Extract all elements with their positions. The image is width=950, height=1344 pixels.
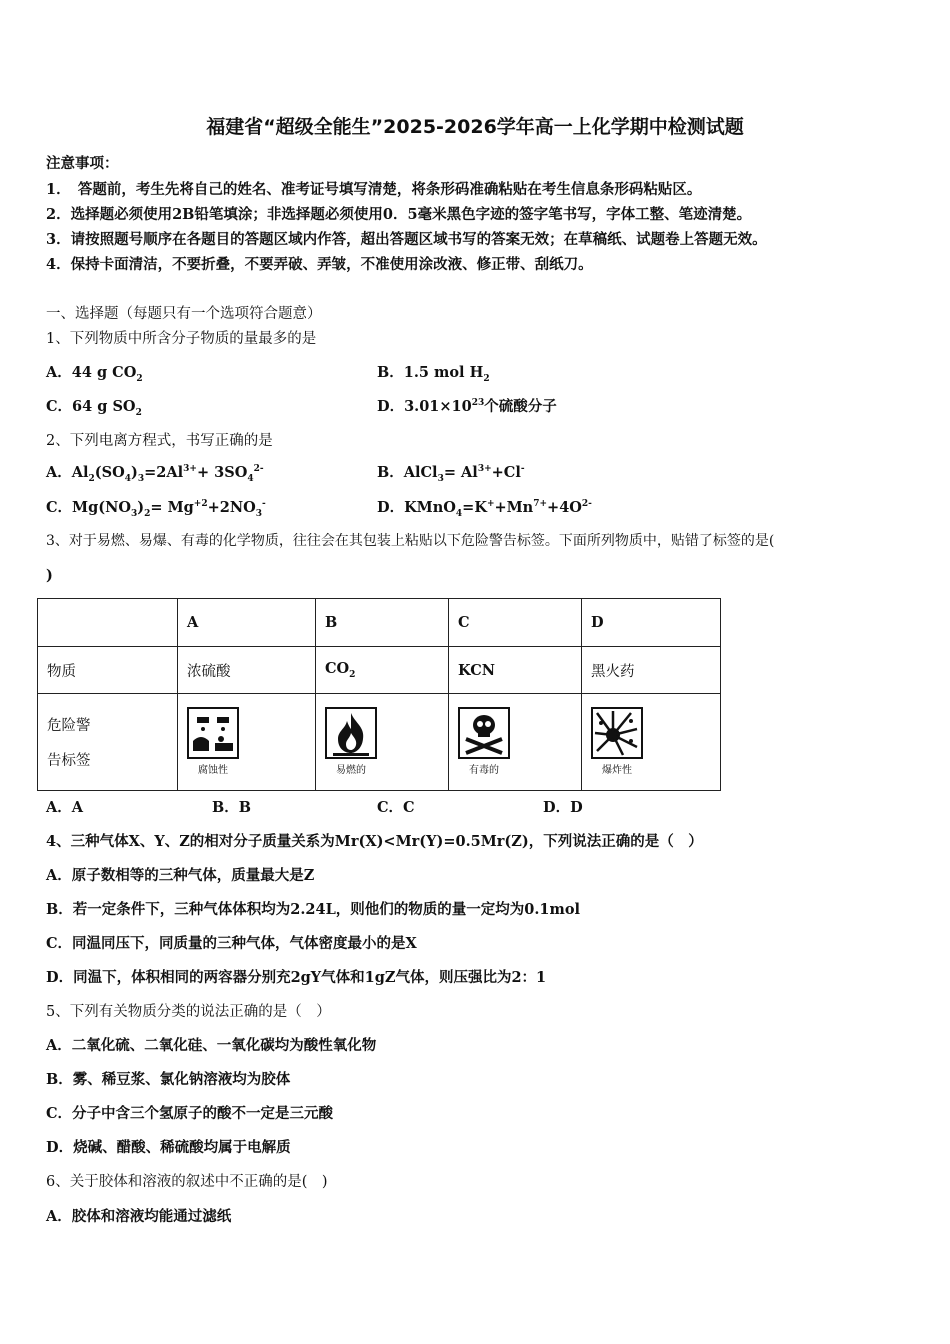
row-label-substance: 物质: [38, 647, 178, 694]
q1-option-c[interactable]: C．64 g $SO_2$: [46, 398, 142, 418]
q1-stem: 1、下列物质中所含分子物质的量最多的是: [46, 331, 317, 347]
notes-heading: 注意事项：: [46, 155, 119, 172]
row-label-line: 告标签: [47, 753, 91, 769]
page-title: 福建省“超级全能生”2025-2026学年高一上化学期中检测试题: [206, 116, 744, 138]
q5-stem: 5、下列有关物质分类的说法正确的是（ ）: [46, 1004, 331, 1020]
q3-option-b[interactable]: B．B: [212, 799, 252, 816]
q1-option-d[interactable]: D．$3.01\times 10^{23}$个硫酸分子: [377, 398, 557, 415]
substance-d: 黑火药: [582, 647, 721, 694]
row-label-line: 危险警: [47, 718, 91, 734]
note-item: 3．请按照题号顺序在各题目的答题区域内作答，超出答题区域书写的答案无效；在草稿纸、试题卷上答题无效。: [46, 231, 767, 248]
q4-stem: 4、三种气体X、Y、Z的相对分子质量关系为Mr(X)<Mr(Y)=0.5Mr(Z)，下列说法正确的是（ ）: [46, 833, 703, 850]
hazard-cell-c: [449, 694, 582, 791]
table-header-cell: A: [178, 599, 316, 647]
q2-option-a[interactable]: A．$Al_2(SO_4)_3=2Al^{3+}+ 3SO_4^{2-}$: [46, 464, 264, 484]
q2-option-b[interactable]: B．AlCl$_3$= $Al^{3+}+Cl^-$: [377, 464, 525, 484]
hazard-label-text: 爆炸性: [602, 765, 632, 776]
note-item: 1． 答题前，考生先将自己的姓名、准考证号填写清楚，将条形码准确粘贴在考生信息条形码粘贴区。: [46, 181, 702, 198]
q4-option-a[interactable]: A．原子数相等的三种气体，质量最大是Z: [46, 867, 315, 884]
hazard-cell-d: [582, 694, 721, 791]
note-item: 4．保持卡面清洁，不要折叠，不要弄破、弄皱，不准使用涂改液、修正带、刮纸刀。: [46, 256, 593, 273]
q5-option-a[interactable]: A．二氧化硫、二氧化硅、一氧化碳均为酸性氧化物: [46, 1037, 377, 1054]
q3-stem: 3、对于易燃、易爆、有毒的化学物质，往往会在其包装上粘贴以下危险警告标签。下面所列物质中，贴错了标签的是(: [46, 533, 775, 549]
table-header-cell: D: [582, 599, 721, 647]
q3-option-d[interactable]: D．D: [543, 799, 583, 816]
hazard-label-text: 易燃的: [336, 765, 366, 776]
substance-b: $CO_2$: [316, 647, 449, 694]
q4-option-d[interactable]: D．同温下，体积相同的两容器分别充2gY气体和1gZ气体，则压强比为2：1: [46, 969, 547, 986]
explosive-icon: [591, 707, 643, 759]
q5-option-b[interactable]: B．雾、稀豆浆、氯化钠溶液均为胶体: [46, 1071, 291, 1088]
section-heading: 一、选择题（每题只有一个选项符合题意）: [46, 306, 322, 322]
table-header-cell: [38, 599, 178, 647]
q6-option-a[interactable]: A．胶体和溶液均能通过滤纸: [46, 1208, 232, 1225]
row-label-hazard: [38, 694, 178, 791]
corrosive-icon: [187, 707, 239, 759]
q3-option-c[interactable]: C．C: [377, 799, 415, 816]
hazard-cell-a: [178, 694, 316, 791]
substance-a: 浓硫酸: [178, 647, 316, 694]
note-item: 2．选择题必须使用2B铅笔填涂；非选择题必须使用0．5毫米黑色字迹的签字笔书写，字体工整、笔迹清楚。: [46, 206, 752, 223]
hazard-label-text: 腐蚀性: [198, 765, 228, 776]
q1-option-a[interactable]: A．44 g $CO_2$: [46, 364, 143, 384]
skull-crossbones-icon: [458, 707, 510, 759]
q5-option-d[interactable]: D．烧碱、醋酸、稀硫酸均属于电解质: [46, 1139, 291, 1156]
q2-option-c[interactable]: C．$Mg(NO_3)_2= Mg^{+2}+2NO_3^-$: [46, 499, 266, 519]
q3-stem-end: ): [46, 567, 53, 584]
q6-stem: 6、关于胶体和溶液的叙述中不正确的是( ): [46, 1174, 328, 1190]
q4-option-b[interactable]: B．若一定条件下，三种气体体积均为2.24L，则他们的物质的量一定均为0.1mol: [46, 901, 581, 918]
table-header-cell: B: [316, 599, 449, 647]
substance-c: KCN: [449, 647, 582, 694]
q3-option-a[interactable]: A．A: [46, 799, 84, 816]
hazard-label-text: 有毒的: [469, 765, 499, 776]
q5-option-c[interactable]: C．分子中含三个氢原子的酸不一定是三元酸: [46, 1105, 334, 1122]
hazard-cell-b: [316, 694, 449, 791]
q2-option-d[interactable]: D．$KMnO_4=K^++Mn^{7+}+4O^{2-}$: [377, 499, 592, 519]
q4-option-c[interactable]: C．同温同压下，同质量的三种气体，气体密度最小的是X: [46, 935, 417, 952]
q2-stem: 2、下列电离方程式，书写正确的是: [46, 433, 273, 449]
flame-icon: [325, 707, 377, 759]
table-header-cell: C: [449, 599, 582, 647]
hazard-label-table: [37, 598, 721, 791]
q1-option-b[interactable]: B．1.5 mol $H_2$: [377, 364, 490, 384]
